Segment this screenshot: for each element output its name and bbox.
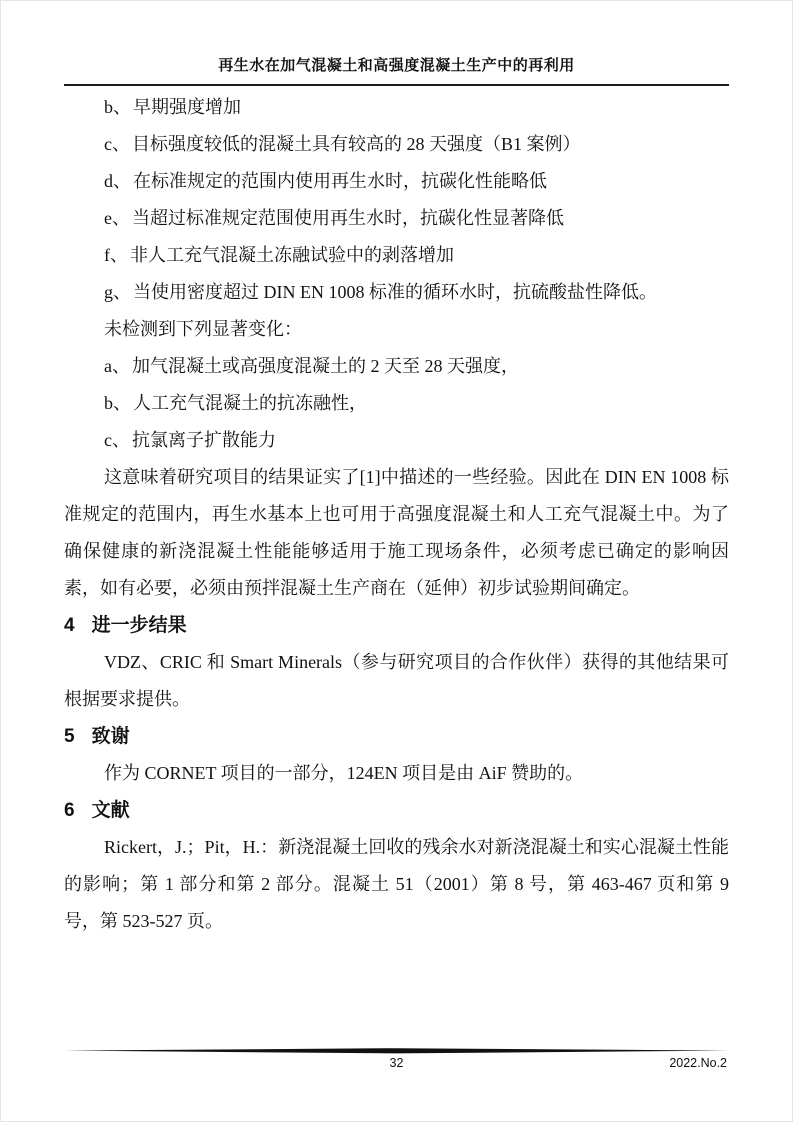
page-content <box>64 56 729 940</box>
list-item <box>64 348 729 385</box>
section-paragraph: VDZ、CRIC 和 Smart Minerals（参与研究项目的合作伙伴）获得的其他结果可根据要求提供。 <box>64 652 729 709</box>
list-marker: c、 <box>104 134 130 154</box>
list-marker: g、 <box>104 282 131 302</box>
list-text: 在标准规定的范围内使用再生水时，抗碳化性能略低 <box>133 171 547 191</box>
list-text: 加气混凝土或高强度混凝土的 2 天至 28 天强度， <box>132 356 519 376</box>
list-text: 早期强度增加 <box>133 97 241 117</box>
list-item <box>64 200 729 237</box>
list-marker: e、 <box>104 208 130 228</box>
issue-label: 2022.No.2 <box>669 1056 727 1070</box>
page-number: 32 <box>389 1056 404 1070</box>
list-marker: c、 <box>104 430 130 450</box>
section-heading-acknowledgements <box>64 718 729 755</box>
section-title: 文献 <box>91 800 130 821</box>
running-header <box>64 56 729 86</box>
list-marker: a、 <box>104 356 130 376</box>
list-item <box>64 237 729 274</box>
list-text: 非人工充气混凝土冻融试验中的剥落增加 <box>130 245 454 265</box>
page-footer <box>64 1048 729 1071</box>
footer-rule <box>64 1048 729 1054</box>
no-change-intro: 未检测到下列显著变化： <box>104 319 302 339</box>
list-marker: f、 <box>104 245 128 265</box>
section-number: 4 <box>64 615 75 636</box>
list-item <box>64 163 729 200</box>
section-title: 致谢 <box>91 726 130 747</box>
section-title: 进一步结果 <box>91 615 187 636</box>
list-marker: d、 <box>104 171 131 191</box>
list-item <box>64 422 729 459</box>
list-text: 当超过标准规定范围使用再生水时，抗碳化性显著降低 <box>132 208 564 228</box>
list-text: 目标强度较低的混凝土具有较高的 28 天强度（B1 案例） <box>132 134 581 154</box>
list-item <box>64 126 729 163</box>
section-number: 5 <box>64 726 75 747</box>
section-heading-references <box>64 792 729 829</box>
footer-row <box>64 1055 729 1071</box>
section-heading-further-results <box>64 607 729 644</box>
section-number: 6 <box>64 800 75 821</box>
list-marker: b、 <box>104 97 131 117</box>
reference-paragraph: Rickert，J.；Pit，H.：新浇混凝土回收的残余水对新浇混凝土和实心混凝土性能的影响；第 1 部分和第 2 部分。混凝土 51（2001）第 8 号，第 463-467 页和第 9 号，第 523-527 页。 <box>64 837 729 931</box>
list-item <box>64 274 729 311</box>
list-text: 抗氯离子扩散能力 <box>132 430 276 450</box>
running-header-title: 再生水在加气混凝土和高强度混凝土生产中的再利用 <box>218 58 575 74</box>
list-item <box>64 385 729 422</box>
list-text: 人工充气混凝土的抗冻融性， <box>133 393 367 413</box>
document-body <box>64 89 729 940</box>
list-text: 当使用密度超过 DIN EN 1008 标准的循环水时，抗硫酸盐性降低。 <box>133 282 657 302</box>
list-item <box>64 89 729 126</box>
section-paragraph: 作为 CORNET 项目的一部分，124EN 项目是由 AiF 赞助的。 <box>104 763 584 783</box>
summary-paragraph: 这意味着研究项目的结果证实了[1]中描述的一些经验。因此在 DIN EN 1008 标准规定的范围内，再生水基本上也可用于高强度混凝土和人工充气混凝土中。为了确保健康的新浇混凝土性能能够适用于施工现场条件，必须考虑已确定的影响因素，如有必要，必须由预拌混凝土生产商在（延伸）初步试验期间确定。 <box>64 467 729 598</box>
list-marker: b、 <box>104 393 131 413</box>
